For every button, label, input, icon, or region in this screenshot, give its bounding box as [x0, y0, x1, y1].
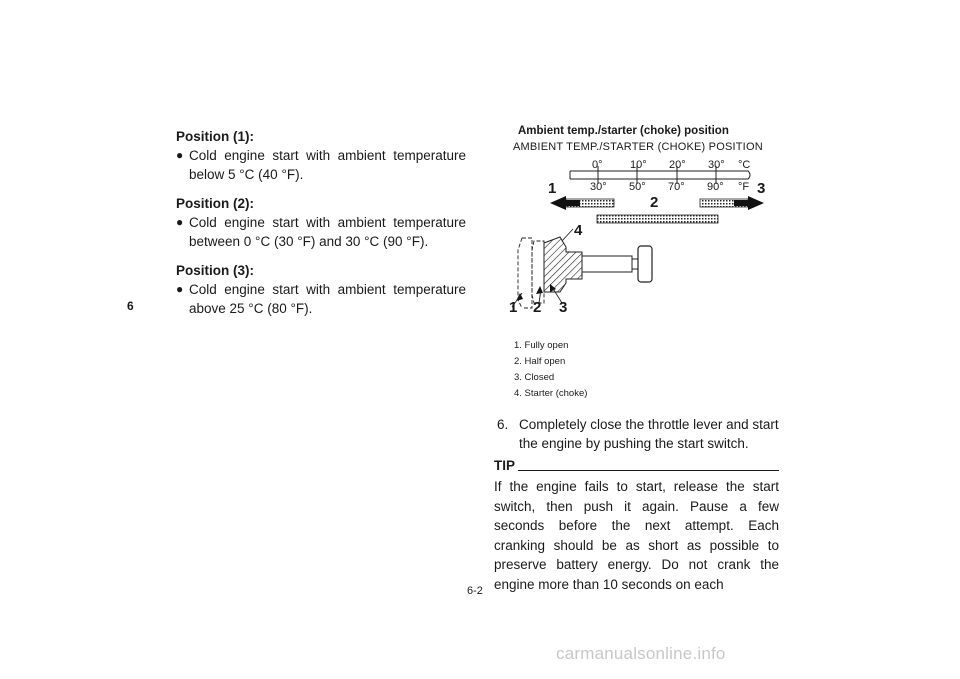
celsius-tick-20: 20°: [669, 159, 686, 171]
fahrenheit-tick-70: 70°: [668, 181, 685, 193]
legend-item: 2. Half open: [514, 356, 566, 367]
fahrenheit-unit: °F: [738, 181, 750, 193]
callout-2: 2: [533, 299, 542, 316]
celsius-tick-10: 10°: [630, 159, 647, 171]
fahrenheit-tick-30: 30°: [590, 181, 607, 193]
position-2-item: [176, 213, 466, 251]
legend-item: 3. Closed: [514, 372, 555, 383]
callout-4: 4: [574, 222, 583, 239]
position-3-text: Cold engine start with ambient temperature above 25 °C (80 °F).: [189, 282, 466, 316]
fahrenheit-tick-90: 90°: [707, 181, 724, 193]
position-list: [176, 127, 466, 318]
position-1-title: Position (1):: [176, 129, 254, 144]
position-1-text: Cold engine start with ambient temperature below 5 °C (40 °F).: [189, 148, 466, 182]
tip-header: [494, 458, 779, 474]
callout-3: 3: [559, 299, 568, 316]
tip-divider: [518, 470, 779, 471]
legend-item: 1. Fully open: [514, 340, 569, 351]
celsius-tick-0: 0°: [592, 159, 603, 171]
position-2-title: Position (2):: [176, 196, 254, 211]
watermark: carmanualsonline.info: [556, 644, 726, 663]
bullet-icon: ●: [176, 148, 184, 162]
celsius-tick-30: 30°: [708, 159, 725, 171]
position-1-item: [176, 146, 466, 184]
chapter-tab: 6: [127, 299, 134, 313]
step-text: Completely close the throttle lever and start the engine by pushing the start switch.: [519, 417, 779, 451]
bullet-icon: ●: [176, 282, 184, 296]
position-2-text: Cold engine start with ambient temperature between 0 °C (30 °F) and 30 °C (90 °F).: [189, 215, 466, 249]
diagram-legend: [514, 338, 587, 402]
position-3-title: Position (3):: [176, 263, 254, 278]
page-number: 6-2: [467, 585, 483, 597]
step-6: [497, 415, 779, 453]
diagram-subtitle: AMBIENT TEMP./STARTER (CHOKE) POSITION: [513, 141, 763, 153]
legend-item: 4. Starter (choke): [514, 388, 588, 399]
range-label-1: 1: [548, 180, 557, 197]
tip-label: TIP: [494, 458, 516, 473]
celsius-unit: °C: [738, 159, 751, 171]
step-number: 6.: [497, 417, 509, 432]
range-label-2: 2: [650, 194, 659, 211]
range-label-3: 3: [757, 180, 766, 197]
fahrenheit-tick-50: 50°: [629, 181, 646, 193]
diagram-title: Ambient temp./starter (choke) position: [518, 125, 729, 137]
callout-1: 1: [509, 299, 518, 316]
tip-text: If the engine fails to start, release the start switch, then push it again. Pause a few seconds before the next attempt. Each cranking should be as short as possible to preserve battery energy. Do not crank the engine more than 10 seconds on each: [494, 479, 779, 592]
position-3-item: [176, 280, 466, 318]
bullet-icon: ●: [176, 215, 184, 229]
